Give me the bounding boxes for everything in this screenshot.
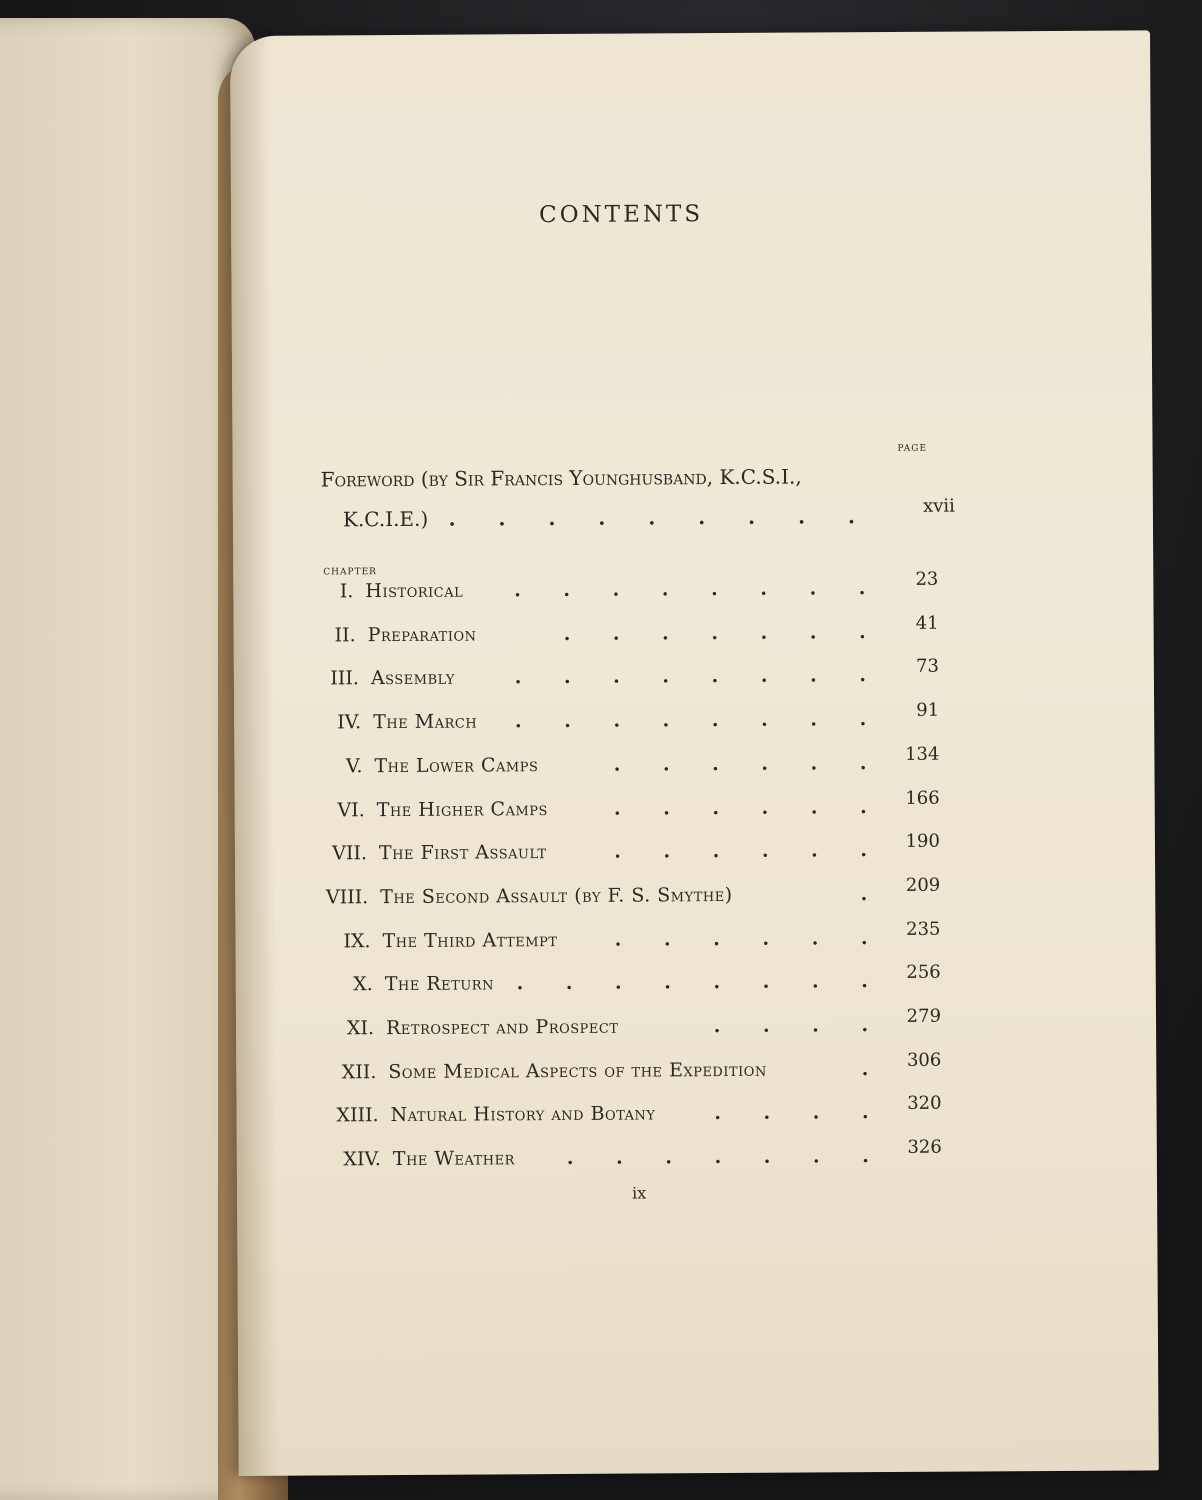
chapter-title: The Lower Camps [374, 753, 539, 777]
chapter-page: 306 [906, 1049, 942, 1071]
chapter-page: 279 [906, 1005, 942, 1027]
chapter-title: Assembly [370, 667, 456, 690]
chapter-number: VIII. [325, 886, 369, 909]
dot-leaders: . . . . [714, 1101, 887, 1125]
chapter-title: Some Medical Aspects of the Expedition [388, 1058, 767, 1083]
chapter-page: 41 [915, 612, 939, 634]
chapter-number: I. [339, 580, 354, 603]
dot-leaders: . [860, 882, 886, 906]
chapter-title: Preparation [367, 623, 477, 646]
chapter-title: Retrospect and Prospect [385, 1015, 619, 1040]
chapter-page: 23 [915, 568, 939, 590]
chapter-page: 134 [904, 743, 940, 765]
chapter-number: XIII. [336, 1104, 379, 1127]
chapter-column-label: CHAPTER [323, 567, 377, 578]
chapter-title: The Higher Camps [376, 797, 548, 821]
chapter-number: XI. [346, 1017, 375, 1040]
dot-leaders: . . . . . . . [566, 1145, 887, 1170]
chapter-number: IX. [343, 929, 371, 952]
toc-row [317, 1136, 942, 1179]
chapter-number: VI. [337, 798, 365, 821]
toc-row [314, 612, 939, 654]
toc-row [316, 1005, 942, 1048]
chapter-title: The Second Assault (by F. S. Smythe) [380, 883, 733, 908]
toc-row [315, 918, 941, 960]
chapter-title: Historical [365, 579, 464, 603]
dot-leaders: . . . . . . [614, 839, 886, 863]
dot-leaders: . . . . . . . . [514, 708, 885, 733]
toc-row [314, 743, 940, 785]
chapter-number: X. [353, 973, 373, 996]
chapter-number: IV. [337, 711, 362, 734]
chapter-page: 256 [906, 961, 941, 984]
toc-row [315, 830, 940, 873]
chapter-number: VII. [332, 842, 368, 865]
chapter-title: The March [373, 710, 478, 734]
chapter-page: 190 [905, 830, 940, 853]
dot-leaders: . . . . . . . . [514, 577, 884, 602]
dot-leaders: . . . . . . . . [516, 970, 886, 995]
chapter-number: III. [330, 667, 359, 690]
chapter-title: The Weather [392, 1147, 515, 1171]
chapter-number: XII. [341, 1060, 377, 1084]
dot-leaders: . . . . [713, 1014, 887, 1038]
chapter-page: 235 [906, 918, 941, 940]
chapter-page: 166 [905, 787, 940, 809]
page-folio: ix [632, 1183, 647, 1203]
chapter-page: 320 [907, 1093, 942, 1115]
toc-row [314, 656, 939, 698]
dot-leaders: . . . . . . . . [514, 664, 884, 689]
contents-page [230, 30, 1159, 1476]
chapter-number: XIV. [343, 1148, 381, 1171]
foreword-line-2 [342, 495, 955, 532]
foreword-line-2-text: K.C.I.E.) [342, 506, 429, 532]
toc-row [315, 787, 940, 829]
dot-leaders: . [861, 1057, 887, 1080]
chapter-page: 73 [915, 656, 939, 678]
foreword-leaders: . . . . . . . . . [448, 504, 874, 531]
chapter-title: The Third Attempt [382, 928, 558, 952]
chapter-title: The First Assault [378, 841, 547, 865]
chapter-number: V. [345, 755, 363, 778]
chapter-page: 91 [916, 699, 940, 721]
toc-row [317, 1093, 942, 1135]
toc-row [314, 699, 940, 742]
foreword-page: xvii [922, 495, 955, 517]
chapter-number: II. [334, 623, 356, 647]
page-column-label: PAGE [897, 443, 928, 454]
left-page [0, 18, 255, 1500]
chapter-page: 209 [905, 874, 941, 896]
toc-row [315, 874, 941, 917]
dot-leaders: . . . . . . [614, 926, 886, 951]
chapter-page: 326 [907, 1136, 942, 1158]
chapter-title: Natural History and Botany [390, 1102, 656, 1127]
dot-leaders: . . . . . . [613, 795, 885, 820]
dot-leaders: . . . . . . . [563, 620, 884, 645]
dot-leaders: . . . . . . [613, 751, 885, 776]
page-title: CONTENTS [539, 201, 704, 229]
foreword-line-1: Foreword (by Sir Francis Younghusband, K.C.S.I., [320, 464, 802, 492]
chapter-title: The Return [384, 972, 494, 996]
toc-row [316, 1049, 942, 1091]
toc-row [316, 961, 941, 1004]
